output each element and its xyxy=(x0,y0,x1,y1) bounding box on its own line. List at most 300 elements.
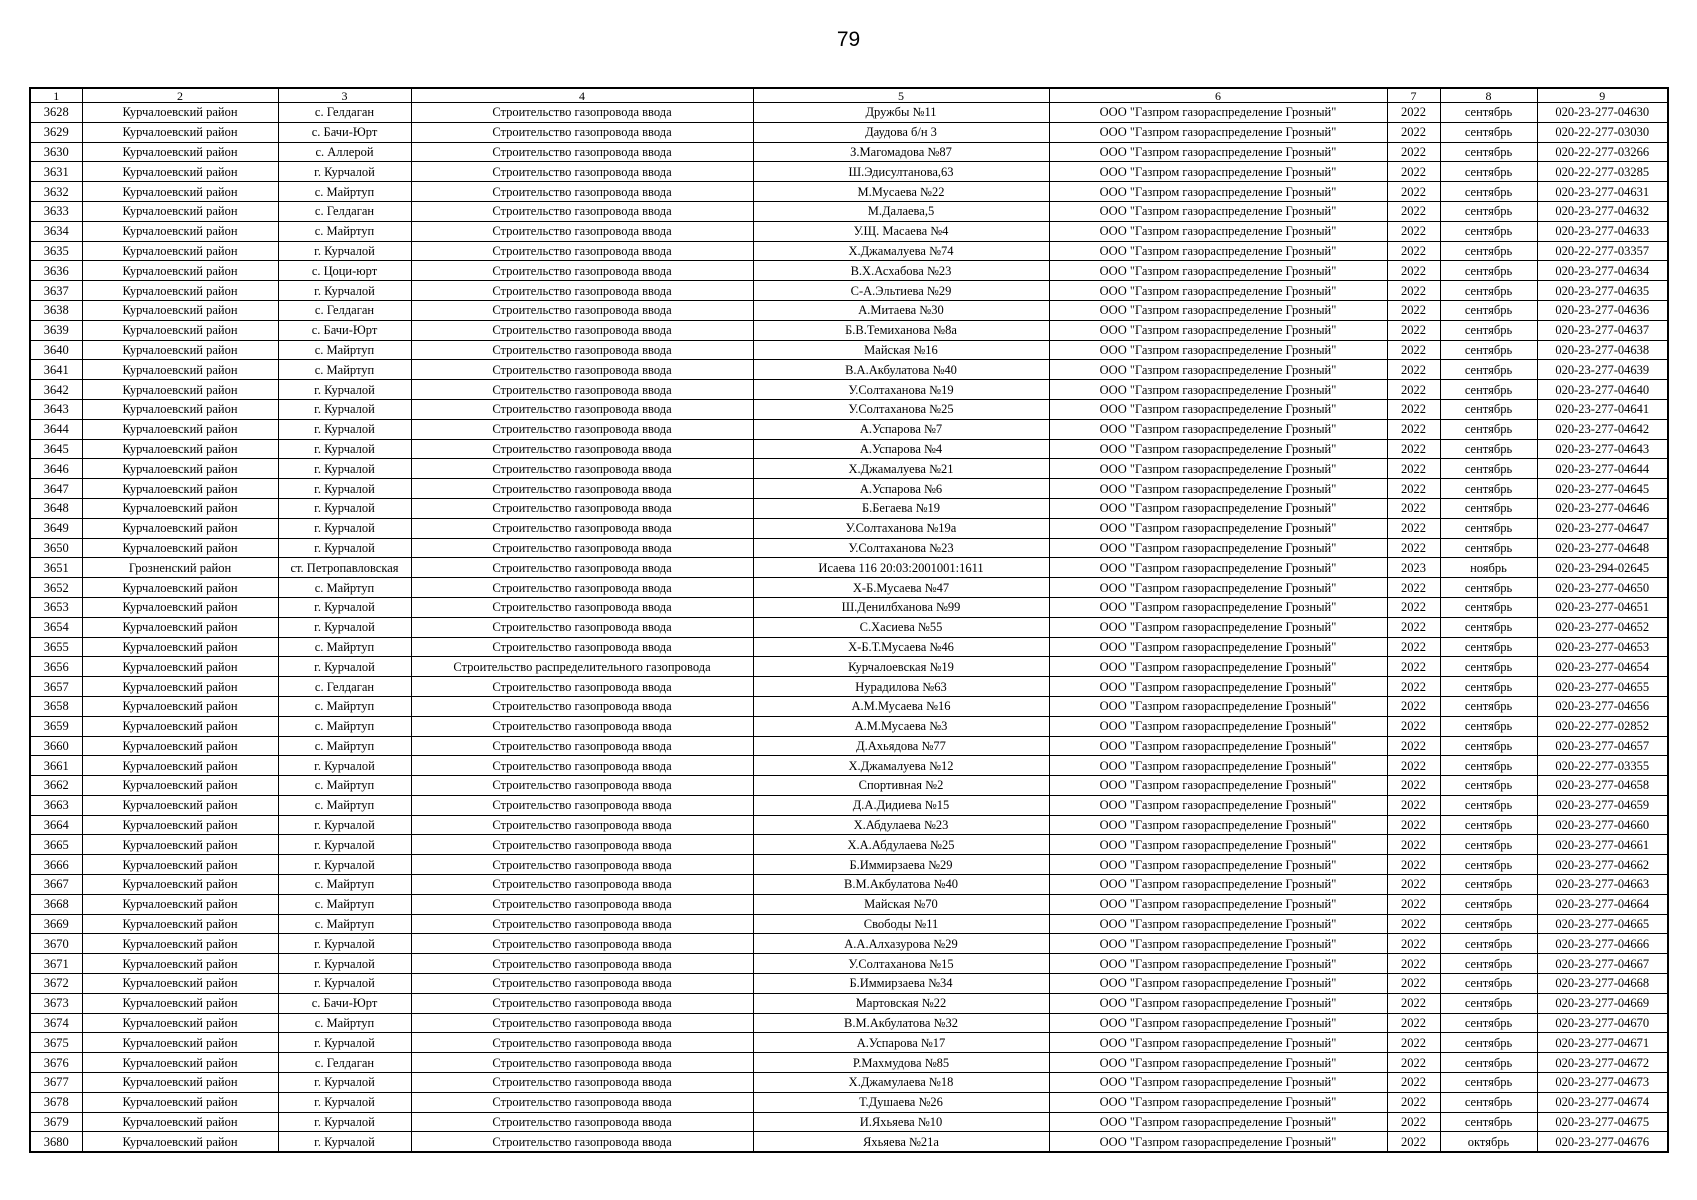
table-row xyxy=(30,479,1668,499)
registration-number-cell: 020-23-277-04636 xyxy=(1537,300,1668,320)
district-cell: Курчалоевский район xyxy=(82,1053,278,1073)
row-number-cell: 3676 xyxy=(30,1053,82,1073)
table-row xyxy=(30,1092,1668,1112)
settlement-cell: г. Курчалой xyxy=(278,439,411,459)
year-cell: 2022 xyxy=(1387,419,1440,439)
settlement-cell: с. Майртуп xyxy=(278,182,411,202)
address-cell: Б.Иммирзаева №34 xyxy=(753,974,1049,994)
month-cell: сентябрь xyxy=(1440,1013,1537,1033)
district-cell: Курчалоевский район xyxy=(82,122,278,142)
registration-number-cell: 020-22-277-03266 xyxy=(1537,142,1668,162)
month-cell: сентябрь xyxy=(1440,835,1537,855)
table-row xyxy=(30,419,1668,439)
organization-cell: ООО "Газпром газораспределение Грозный" xyxy=(1049,657,1387,677)
registration-number-cell: 020-23-277-04659 xyxy=(1537,795,1668,815)
table-row xyxy=(30,1132,1668,1152)
year-cell: 2022 xyxy=(1387,1132,1440,1152)
month-cell: сентябрь xyxy=(1440,795,1537,815)
registration-number-cell: 020-23-277-04643 xyxy=(1537,439,1668,459)
year-cell: 2022 xyxy=(1387,241,1440,261)
organization-cell: ООО "Газпром газораспределение Грозный" xyxy=(1049,776,1387,796)
address-cell: Майская №16 xyxy=(753,340,1049,360)
table-row xyxy=(30,498,1668,518)
work-type-cell: Строительство газопровода ввода xyxy=(411,459,753,479)
year-cell: 2022 xyxy=(1387,974,1440,994)
row-number-cell: 3675 xyxy=(30,1033,82,1053)
district-cell: Курчалоевский район xyxy=(82,1073,278,1093)
year-cell: 2022 xyxy=(1387,201,1440,221)
year-cell: 2022 xyxy=(1387,1013,1440,1033)
settlement-cell: с. Майртуп xyxy=(278,776,411,796)
table-row xyxy=(30,281,1668,301)
month-cell: сентябрь xyxy=(1440,954,1537,974)
settlement-cell: г. Курчалой xyxy=(278,459,411,479)
settlement-cell: с. Бачи-Юрт xyxy=(278,320,411,340)
address-cell: Д.А.Дидиева №15 xyxy=(753,795,1049,815)
row-number-cell: 3636 xyxy=(30,261,82,281)
registration-number-cell: 020-23-277-04676 xyxy=(1537,1132,1668,1152)
year-cell: 2022 xyxy=(1387,518,1440,538)
year-cell: 2022 xyxy=(1387,914,1440,934)
table-row xyxy=(30,993,1668,1013)
organization-cell: ООО "Газпром газораспределение Грозный" xyxy=(1049,261,1387,281)
district-cell: Курчалоевский район xyxy=(82,954,278,974)
district-cell: Курчалоевский район xyxy=(82,518,278,538)
row-number-cell: 3655 xyxy=(30,637,82,657)
registration-number-cell: 020-23-277-04668 xyxy=(1537,974,1668,994)
table-row xyxy=(30,1053,1668,1073)
table-row xyxy=(30,954,1668,974)
work-type-cell: Строительство газопровода ввода xyxy=(411,340,753,360)
district-cell: Курчалоевский район xyxy=(82,261,278,281)
table-row xyxy=(30,380,1668,400)
table-body xyxy=(30,88,1668,1152)
table-row xyxy=(30,518,1668,538)
settlement-cell: с. Майртуп xyxy=(278,578,411,598)
row-number-cell: 3679 xyxy=(30,1112,82,1132)
month-cell: сентябрь xyxy=(1440,875,1537,895)
work-type-cell: Строительство газопровода ввода xyxy=(411,637,753,657)
row-number-cell: 3660 xyxy=(30,736,82,756)
month-cell: сентябрь xyxy=(1440,914,1537,934)
table-row xyxy=(30,103,1668,123)
table-row xyxy=(30,360,1668,380)
page-number: 79 xyxy=(836,28,861,51)
organization-cell: ООО "Газпром газораспределение Грозный" xyxy=(1049,459,1387,479)
table-row xyxy=(30,122,1668,142)
month-cell: сентябрь xyxy=(1440,974,1537,994)
row-number-cell: 3644 xyxy=(30,419,82,439)
organization-cell: ООО "Газпром газораспределение Грозный" xyxy=(1049,815,1387,835)
year-cell: 2022 xyxy=(1387,479,1440,499)
district-cell: Курчалоевский район xyxy=(82,677,278,697)
year-cell: 2022 xyxy=(1387,1053,1440,1073)
year-cell: 2022 xyxy=(1387,399,1440,419)
district-cell: Курчалоевский район xyxy=(82,399,278,419)
settlement-cell: г. Курчалой xyxy=(278,419,411,439)
address-cell: В.М.Акбулатова №40 xyxy=(753,875,1049,895)
row-number-cell: 3641 xyxy=(30,360,82,380)
table-row xyxy=(30,1033,1668,1053)
year-cell: 2022 xyxy=(1387,776,1440,796)
settlement-cell: с. Гелдаган xyxy=(278,300,411,320)
settlement-cell: г. Курчалой xyxy=(278,399,411,419)
year-cell: 2022 xyxy=(1387,360,1440,380)
settlement-cell: г. Курчалой xyxy=(278,241,411,261)
column-number-header: 2 xyxy=(82,88,278,103)
table-row xyxy=(30,399,1668,419)
address-cell: Х.Джамалуева №74 xyxy=(753,241,1049,261)
registration-number-cell: 020-23-294-02645 xyxy=(1537,558,1668,578)
settlement-cell: с. Майртуп xyxy=(278,736,411,756)
district-cell: Курчалоевский район xyxy=(82,776,278,796)
month-cell: сентябрь xyxy=(1440,578,1537,598)
organization-cell: ООО "Газпром газораспределение Грозный" xyxy=(1049,1073,1387,1093)
year-cell: 2022 xyxy=(1387,221,1440,241)
table-row xyxy=(30,815,1668,835)
year-cell: 2022 xyxy=(1387,261,1440,281)
table-row xyxy=(30,1073,1668,1093)
registration-number-cell: 020-23-277-04669 xyxy=(1537,993,1668,1013)
settlement-cell: с. Гелдаган xyxy=(278,103,411,123)
address-cell: У.Солтаханова №25 xyxy=(753,399,1049,419)
organization-cell: ООО "Газпром газораспределение Грозный" xyxy=(1049,538,1387,558)
work-type-cell: Строительство газопровода ввода xyxy=(411,281,753,301)
settlement-cell: ст. Петропавловская xyxy=(278,558,411,578)
work-type-cell: Строительство газопровода ввода xyxy=(411,756,753,776)
year-cell: 2022 xyxy=(1387,538,1440,558)
month-cell: сентябрь xyxy=(1440,459,1537,479)
table-row xyxy=(30,1013,1668,1033)
year-cell: 2022 xyxy=(1387,142,1440,162)
settlement-cell: г. Курчалой xyxy=(278,1092,411,1112)
settlement-cell: г. Курчалой xyxy=(278,756,411,776)
work-type-cell: Строительство газопровода ввода xyxy=(411,696,753,716)
row-number-cell: 3642 xyxy=(30,380,82,400)
organization-cell: ООО "Газпром газораспределение Грозный" xyxy=(1049,617,1387,637)
table-row xyxy=(30,677,1668,697)
settlement-cell: г. Курчалой xyxy=(278,1033,411,1053)
work-type-cell: Строительство газопровода ввода xyxy=(411,1132,753,1152)
district-cell: Курчалоевский район xyxy=(82,1013,278,1033)
organization-cell: ООО "Газпром газораспределение Грозный" xyxy=(1049,558,1387,578)
work-type-cell: Строительство газопровода ввода xyxy=(411,558,753,578)
row-number-cell: 3647 xyxy=(30,479,82,499)
month-cell: ноябрь xyxy=(1440,558,1537,578)
address-cell: В.М.Акбулатова №32 xyxy=(753,1013,1049,1033)
organization-cell: ООО "Газпром газораспределение Грозный" xyxy=(1049,201,1387,221)
row-number-cell: 3672 xyxy=(30,974,82,994)
month-cell: сентябрь xyxy=(1440,498,1537,518)
address-cell: А.М.Мусаева №3 xyxy=(753,716,1049,736)
registration-number-cell: 020-23-277-04638 xyxy=(1537,340,1668,360)
address-cell: А.Митаева №30 xyxy=(753,300,1049,320)
settlement-cell: с. Майртуп xyxy=(278,894,411,914)
row-number-cell: 3662 xyxy=(30,776,82,796)
organization-cell: ООО "Газпром газораспределение Грозный" xyxy=(1049,1092,1387,1112)
district-cell: Курчалоевский район xyxy=(82,1132,278,1152)
registration-number-cell: 020-23-277-04650 xyxy=(1537,578,1668,598)
work-type-cell: Строительство газопровода ввода xyxy=(411,578,753,598)
row-number-cell: 3652 xyxy=(30,578,82,598)
address-cell: Х.Джамалуева №12 xyxy=(753,756,1049,776)
district-cell: Курчалоевский район xyxy=(82,736,278,756)
work-type-cell: Строительство газопровода ввода xyxy=(411,419,753,439)
month-cell: сентябрь xyxy=(1440,261,1537,281)
registration-number-cell: 020-22-277-03357 xyxy=(1537,241,1668,261)
row-number-cell: 3667 xyxy=(30,875,82,895)
registration-number-cell: 020-23-277-04661 xyxy=(1537,835,1668,855)
settlement-cell: г. Курчалой xyxy=(278,657,411,677)
work-type-cell: Строительство газопровода ввода xyxy=(411,954,753,974)
organization-cell: ООО "Газпром газораспределение Грозный" xyxy=(1049,182,1387,202)
address-cell: У.Солтаханова №15 xyxy=(753,954,1049,974)
row-number-cell: 3651 xyxy=(30,558,82,578)
registration-number-cell: 020-23-277-04675 xyxy=(1537,1112,1668,1132)
registration-number-cell: 020-23-277-04664 xyxy=(1537,894,1668,914)
year-cell: 2022 xyxy=(1387,300,1440,320)
settlement-cell: г. Курчалой xyxy=(278,954,411,974)
district-cell: Курчалоевский район xyxy=(82,538,278,558)
settlement-cell: г. Курчалой xyxy=(278,479,411,499)
registration-number-cell: 020-23-277-04637 xyxy=(1537,320,1668,340)
organization-cell: ООО "Газпром газораспределение Грозный" xyxy=(1049,419,1387,439)
registration-number-cell: 020-23-277-04645 xyxy=(1537,479,1668,499)
year-cell: 2022 xyxy=(1387,657,1440,677)
organization-cell: ООО "Газпром газораспределение Грозный" xyxy=(1049,795,1387,815)
registration-number-cell: 020-23-277-04666 xyxy=(1537,934,1668,954)
district-cell: Курчалоевский район xyxy=(82,479,278,499)
address-cell: Дружбы №11 xyxy=(753,103,1049,123)
address-cell: А.Успарова №7 xyxy=(753,419,1049,439)
organization-cell: ООО "Газпром газораспределение Грозный" xyxy=(1049,142,1387,162)
organization-cell: ООО "Газпром газораспределение Грозный" xyxy=(1049,855,1387,875)
work-type-cell: Строительство газопровода ввода xyxy=(411,360,753,380)
year-cell: 2022 xyxy=(1387,498,1440,518)
district-cell: Грозненский район xyxy=(82,558,278,578)
address-cell: Ш.Эдисултанова,63 xyxy=(753,162,1049,182)
work-type-cell: Строительство газопровода ввода xyxy=(411,677,753,697)
month-cell: сентябрь xyxy=(1440,340,1537,360)
year-cell: 2022 xyxy=(1387,815,1440,835)
month-cell: сентябрь xyxy=(1440,360,1537,380)
settlement-cell: с. Майртуп xyxy=(278,914,411,934)
column-number-header: 3 xyxy=(278,88,411,103)
settlement-cell: г. Курчалой xyxy=(278,855,411,875)
district-cell: Курчалоевский район xyxy=(82,1033,278,1053)
organization-cell: ООО "Газпром газораспределение Грозный" xyxy=(1049,320,1387,340)
district-cell: Курчалоевский район xyxy=(82,597,278,617)
table-row xyxy=(30,221,1668,241)
year-cell: 2022 xyxy=(1387,637,1440,657)
registration-number-cell: 020-23-277-04653 xyxy=(1537,637,1668,657)
row-number-cell: 3671 xyxy=(30,954,82,974)
work-type-cell: Строительство газопровода ввода xyxy=(411,103,753,123)
work-type-cell: Строительство газопровода ввода xyxy=(411,934,753,954)
settlement-cell: с. Майртуп xyxy=(278,340,411,360)
registration-number-cell: 020-23-277-04635 xyxy=(1537,281,1668,301)
month-cell: сентябрь xyxy=(1440,1073,1537,1093)
organization-cell: ООО "Газпром газораспределение Грозный" xyxy=(1049,578,1387,598)
table-row xyxy=(30,439,1668,459)
year-cell: 2022 xyxy=(1387,281,1440,301)
address-cell: Д.Ахьядова №77 xyxy=(753,736,1049,756)
organization-cell: ООО "Газпром газораспределение Грозный" xyxy=(1049,835,1387,855)
settlement-cell: с. Майртуп xyxy=(278,221,411,241)
table-row xyxy=(30,776,1668,796)
registration-number-cell: 020-22-277-02852 xyxy=(1537,716,1668,736)
work-type-cell: Строительство газопровода ввода xyxy=(411,1053,753,1073)
row-number-cell: 3649 xyxy=(30,518,82,538)
district-cell: Курчалоевский район xyxy=(82,1112,278,1132)
district-cell: Курчалоевский район xyxy=(82,756,278,776)
organization-cell: ООО "Газпром газораспределение Грозный" xyxy=(1049,736,1387,756)
month-cell: сентябрь xyxy=(1440,479,1537,499)
row-number-cell: 3643 xyxy=(30,399,82,419)
table-row xyxy=(30,142,1668,162)
year-cell: 2022 xyxy=(1387,696,1440,716)
row-number-cell: 3639 xyxy=(30,320,82,340)
row-number-cell: 3638 xyxy=(30,300,82,320)
month-cell: сентябрь xyxy=(1440,855,1537,875)
row-number-cell: 3664 xyxy=(30,815,82,835)
settlement-cell: с. Гелдаган xyxy=(278,677,411,697)
row-number-cell: 3631 xyxy=(30,162,82,182)
address-cell: А.А.Алхазурова №29 xyxy=(753,934,1049,954)
work-type-cell: Строительство газопровода ввода xyxy=(411,914,753,934)
work-type-cell: Строительство газопровода ввода xyxy=(411,538,753,558)
registration-number-cell: 020-23-277-04640 xyxy=(1537,380,1668,400)
table-row xyxy=(30,617,1668,637)
registration-number-cell: 020-23-277-04665 xyxy=(1537,914,1668,934)
month-cell: сентябрь xyxy=(1440,142,1537,162)
year-cell: 2022 xyxy=(1387,1112,1440,1132)
month-cell: сентябрь xyxy=(1440,776,1537,796)
address-cell: У.Солтаханова №19а xyxy=(753,518,1049,538)
year-cell: 2022 xyxy=(1387,795,1440,815)
row-number-cell: 3640 xyxy=(30,340,82,360)
registration-number-cell: 020-23-277-04651 xyxy=(1537,597,1668,617)
row-number-cell: 3648 xyxy=(30,498,82,518)
registration-number-cell: 020-23-277-04646 xyxy=(1537,498,1668,518)
year-cell: 2022 xyxy=(1387,439,1440,459)
district-cell: Курчалоевский район xyxy=(82,993,278,1013)
year-cell: 2023 xyxy=(1387,558,1440,578)
organization-cell: ООО "Газпром газораспределение Грозный" xyxy=(1049,716,1387,736)
district-cell: Курчалоевский район xyxy=(82,241,278,261)
address-cell: Курчалоевская №19 xyxy=(753,657,1049,677)
settlement-cell: г. Курчалой xyxy=(278,1112,411,1132)
registration-number-cell: 020-23-277-04655 xyxy=(1537,677,1668,697)
district-cell: Курчалоевский район xyxy=(82,835,278,855)
row-number-cell: 3674 xyxy=(30,1013,82,1033)
registration-number-cell: 020-23-277-04634 xyxy=(1537,261,1668,281)
settlement-cell: г. Курчалой xyxy=(278,498,411,518)
registration-number-cell: 020-22-277-03355 xyxy=(1537,756,1668,776)
settlement-cell: г. Курчалой xyxy=(278,1132,411,1152)
year-cell: 2022 xyxy=(1387,162,1440,182)
row-number-cell: 3670 xyxy=(30,934,82,954)
table-row xyxy=(30,261,1668,281)
month-cell: сентябрь xyxy=(1440,677,1537,697)
settlement-cell: г. Курчалой xyxy=(278,815,411,835)
month-cell: сентябрь xyxy=(1440,221,1537,241)
organization-cell: ООО "Газпром газораспределение Грозный" xyxy=(1049,360,1387,380)
address-cell: Х.Абдулаева №23 xyxy=(753,815,1049,835)
row-number-cell: 3666 xyxy=(30,855,82,875)
registration-number-cell: 020-23-277-04667 xyxy=(1537,954,1668,974)
work-type-cell: Строительство газопровода ввода xyxy=(411,974,753,994)
year-cell: 2022 xyxy=(1387,617,1440,637)
table-row xyxy=(30,855,1668,875)
month-cell: сентябрь xyxy=(1440,182,1537,202)
table-row xyxy=(30,657,1668,677)
row-number-cell: 3656 xyxy=(30,657,82,677)
district-cell: Курчалоевский район xyxy=(82,221,278,241)
organization-cell: ООО "Газпром газораспределение Грозный" xyxy=(1049,993,1387,1013)
month-cell: сентябрь xyxy=(1440,736,1537,756)
settlement-cell: с. Бачи-Юрт xyxy=(278,122,411,142)
address-cell: Б.Иммирзаева №29 xyxy=(753,855,1049,875)
month-cell: сентябрь xyxy=(1440,103,1537,123)
table-row xyxy=(30,637,1668,657)
year-cell: 2022 xyxy=(1387,320,1440,340)
registration-number-cell: 020-23-277-04672 xyxy=(1537,1053,1668,1073)
work-type-cell: Строительство газопровода ввода xyxy=(411,993,753,1013)
settlement-cell: с. Аллерой xyxy=(278,142,411,162)
district-cell: Курчалоевский район xyxy=(82,103,278,123)
organization-cell: ООО "Газпром газораспределение Грозный" xyxy=(1049,518,1387,538)
address-cell: З.Магомадова №87 xyxy=(753,142,1049,162)
settlement-cell: с. Майртуп xyxy=(278,360,411,380)
settlement-cell: с. Майртуп xyxy=(278,795,411,815)
organization-cell: ООО "Газпром газораспределение Грозный" xyxy=(1049,597,1387,617)
row-number-cell: 3677 xyxy=(30,1073,82,1093)
table-row xyxy=(30,875,1668,895)
organization-cell: ООО "Газпром газораспределение Грозный" xyxy=(1049,1132,1387,1152)
registration-number-cell: 020-23-277-04647 xyxy=(1537,518,1668,538)
registration-number-cell: 020-23-277-04656 xyxy=(1537,696,1668,716)
year-cell: 2022 xyxy=(1387,677,1440,697)
column-number-header: 8 xyxy=(1440,88,1537,103)
address-cell: М.Мусаева №22 xyxy=(753,182,1049,202)
work-type-cell: Строительство газопровода ввода xyxy=(411,380,753,400)
settlement-cell: с. Цоци-юрт xyxy=(278,261,411,281)
work-type-cell: Строительство газопровода ввода xyxy=(411,162,753,182)
column-number-header: 7 xyxy=(1387,88,1440,103)
month-cell: сентябрь xyxy=(1440,1112,1537,1132)
address-cell: Исаева 116 20:03:2001001:1611 xyxy=(753,558,1049,578)
organization-cell: ООО "Газпром газораспределение Грозный" xyxy=(1049,875,1387,895)
settlement-cell: с. Майртуп xyxy=(278,637,411,657)
address-cell: У.Солтаханова №19 xyxy=(753,380,1049,400)
organization-cell: ООО "Газпром газораспределение Грозный" xyxy=(1049,221,1387,241)
row-number-cell: 3663 xyxy=(30,795,82,815)
table-row xyxy=(30,1112,1668,1132)
settlement-cell: г. Курчалой xyxy=(278,617,411,637)
month-cell: сентябрь xyxy=(1440,399,1537,419)
table-row xyxy=(30,340,1668,360)
district-cell: Курчалоевский район xyxy=(82,578,278,598)
address-cell: Х.Джамалуева №21 xyxy=(753,459,1049,479)
column-number-header: 5 xyxy=(753,88,1049,103)
row-number-cell: 3630 xyxy=(30,142,82,162)
table-row xyxy=(30,320,1668,340)
district-cell: Курчалоевский район xyxy=(82,914,278,934)
settlement-cell: с. Майртуп xyxy=(278,1013,411,1033)
month-cell: сентябрь xyxy=(1440,162,1537,182)
settlement-cell: г. Курчалой xyxy=(278,538,411,558)
